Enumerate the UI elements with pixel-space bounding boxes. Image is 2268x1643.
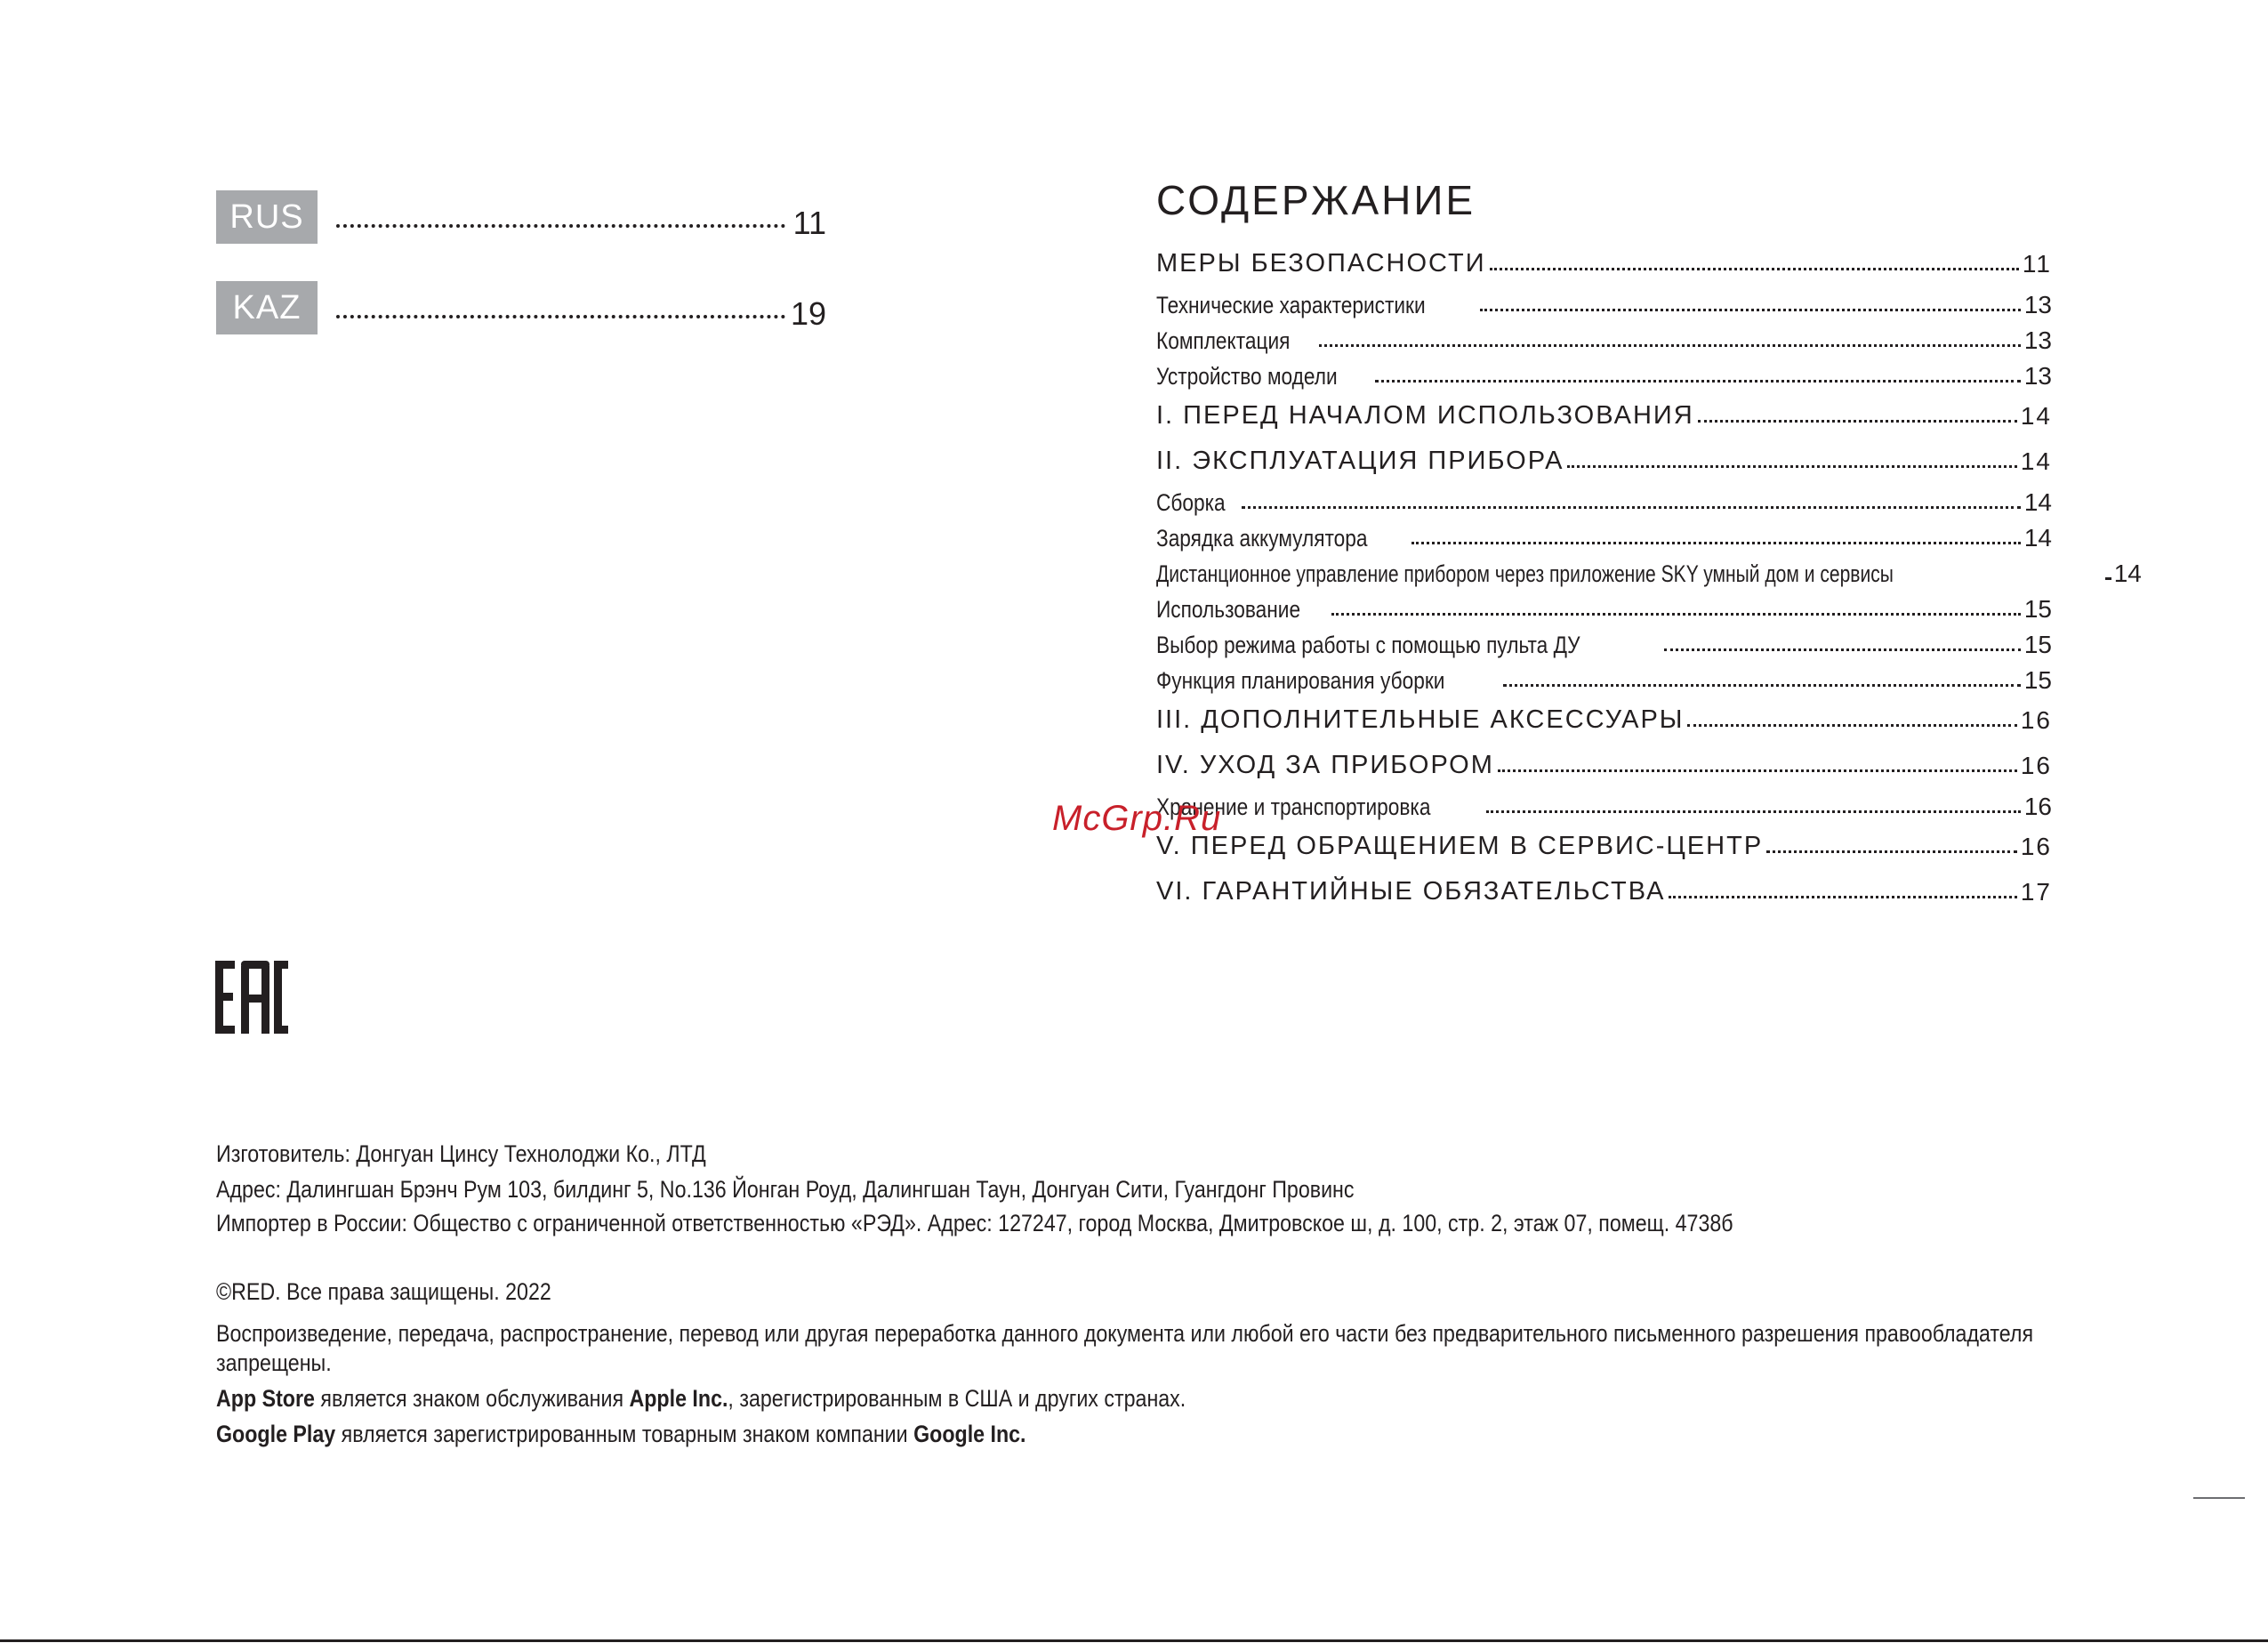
google-company: Google Inc. [913,1421,1026,1447]
bottom-rule [0,1639,2268,1642]
toc-entry[interactable] [1156,440,2052,476]
watermark: McGrp.Ru [1052,799,1222,838]
toc-entry-page: 13 [2023,362,2052,390]
toc-entry[interactable] [1156,871,2052,906]
dot-leader [1490,268,2019,270]
dot-leader [2105,577,2111,580]
lang-badge: RUS [216,190,318,244]
toc-entry[interactable] [1156,659,2052,695]
toc-entry-label: Технические характеристики [1156,292,1426,318]
dot-leader [1480,309,2021,311]
toc-entry-label: Использование [1156,596,1301,623]
toc-entry[interactable] [1156,395,2052,431]
lang-badge: KAZ [216,281,318,334]
toc-entry[interactable] [1156,517,2052,552]
appstore-name: App Store [216,1385,315,1412]
toc-entry-page: 14 [2020,447,2052,475]
googleplay-name: Google Play [216,1421,336,1447]
toc-entry-label: Выбор режима работы с помощью пульта ДУ [1156,632,1580,658]
toc-entry[interactable] [1156,745,2052,780]
toc-entry-label: Функция планирования уборки [1156,667,1445,694]
appstore-tail: , зарегистрированным в США и других странах. [728,1385,1186,1412]
toc-title: СОДЕРЖАНИЕ [1156,177,1476,223]
reproduction-text-2: запрещены. [216,1349,332,1376]
dot-leader [1498,769,2017,772]
dot-leader [1503,684,2021,687]
dot-leader [1687,724,2016,727]
dot-leader [1766,850,2017,853]
appstore-line [216,1385,1344,1413]
toc-entry-label: III. ДОПОЛНИТЕЛЬНЫЕ АКСЕССУАРЫ [1156,705,1685,734]
googleplay-text [216,1421,1026,1448]
toc-entry-label: Комплектация [1156,327,1291,354]
dot-leader [1567,465,2016,468]
toc-entry[interactable] [1156,826,2052,861]
toc-entry-page: 16 [2020,833,2052,860]
importer-line [216,1210,1980,1237]
googleplay-mid: является зарегистрированным товарным знаком компании [335,1421,914,1447]
toc-entry-label: II. ЭКСПЛУАТАЦИЯ ПРИБОРА [1156,447,1564,475]
toc-entry-page: 14 [2113,560,2142,587]
toc-entry-page: 13 [2023,291,2052,318]
toc-entry-label: V. ПЕРЕД ОБРАЩЕНИЕМ В СЕРВИС-ЦЕНТР [1156,832,1764,860]
toc-entry-page: 16 [2020,706,2052,734]
toc-entry[interactable] [1156,319,2052,355]
googleplay-line [216,1421,1158,1448]
address-line [216,1176,1540,1204]
toc-entry-page: 14 [2020,402,2052,430]
dot-leader [1486,810,2021,813]
manufacturer-text: Изготовитель: Донгуан Цинсу Технолоджи Ко., ЛТД [216,1140,706,1167]
toc-entry-page: 15 [2023,631,2052,658]
dot-leader [1319,344,2021,347]
toc-entry-label: Дистанционное управление прибором через приложение SKY умный дом и сервисы [1156,560,1894,587]
apple-company: Apple Inc. [629,1385,728,1412]
toc-entry-label: Устройство модели [1156,363,1338,390]
dot-leader [1669,896,2016,898]
lang-page-number: 19 [790,295,826,332]
toc-entry[interactable] [1156,243,2052,278]
dot-leader [1331,613,2021,616]
toc-entry-label: МЕРЫ БЕЗОПАСНОСТИ [1156,249,1486,278]
toc-entry-label: Зарядка аккумулятора [1156,525,1368,552]
dot-leader [1411,542,2021,544]
toc-entry[interactable] [1156,284,2052,319]
lang-row-kaz[interactable] [216,281,826,334]
toc-entry-label: Хранение и транспортировка [1156,793,1431,820]
eac-mark-icon [215,961,288,1034]
toc-entry[interactable] [1156,699,2052,735]
toc-entry-page: 13 [2023,326,2052,354]
reproduction-text: Воспроизведение, передача, распространение, перевод или другая переработка данного документа или любой его части без предварительного письменного разрешения правообладателя [216,1320,2034,1347]
dot-leader [1698,420,2017,423]
toc-entry-label: I. ПЕРЕД НАЧАЛОМ ИСПОЛЬЗОВАНИЯ [1156,401,1694,430]
toc-entry[interactable] [1156,624,2052,659]
page-edge-mark [2193,1497,2245,1499]
dot-leader [1375,380,2020,383]
importer-text: Импортер в России: Общество с ограниченной ответственностью «РЭД». Адрес: 127247, город Москва, Дмитровское ш, д. 100, стр. 2, этаж 07, помещ. 4738б [216,1210,1733,1236]
appstore-mid: является знаком обслуживания [314,1385,630,1412]
toc-entry-page: 16 [2023,793,2052,820]
toc-entry-page: 14 [2023,524,2052,552]
toc-entry-page: 14 [2023,488,2052,516]
toc-entry-page: 17 [2020,878,2052,906]
dot-leader [1664,648,2020,651]
toc-entry[interactable] [1156,355,2052,391]
eac-logo [215,961,288,1034]
toc-entry[interactable] [1156,481,2052,517]
toc-entry[interactable] [1156,552,2142,588]
dot-leader [1242,506,2020,509]
toc-entry-page: 11 [2022,250,2052,278]
toc-entry-page: 15 [2023,666,2052,694]
dot-leader [336,224,785,228]
manufacturer-line [216,1140,785,1168]
toc-entry-label: IV. УХОД ЗА ПРИБОРОМ [1156,751,1494,779]
reproduction-line-2 [216,1349,350,1377]
toc-entry-label: Сборка [1156,489,1226,516]
appstore-text [216,1385,1186,1413]
toc-entry-label: VI. ГАРАНТИЙНЫЕ ОБЯЗАТЕЛЬСТВА [1156,877,1666,906]
toc-entry[interactable] [1156,588,2052,624]
toc-entry[interactable] [1156,785,2052,821]
toc-entry-page: 15 [2023,595,2052,623]
toc-entry-page: 16 [2020,752,2052,779]
lang-page-number: 11 [792,205,826,241]
address-text: Адрес: Далингшан Брэнч Рум 103, билдинг 5, No.136 Йонган Роуд, Далингшан Таун, Донгуан Сити, Гуангдонг Провинс [216,1176,1355,1203]
dot-leader [336,315,785,318]
copyright-text: ©RED. Все права защищены. 2022 [216,1278,551,1305]
copyright-line [216,1278,606,1306]
lang-row-rus[interactable] [216,190,826,244]
reproduction-line [216,1320,2268,1348]
